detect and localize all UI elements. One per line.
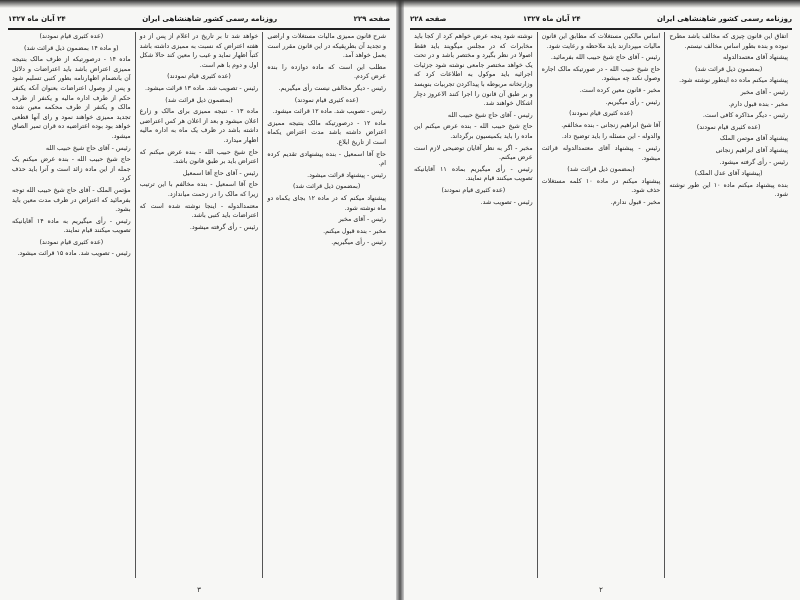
column <box>8 32 135 578</box>
paragraph: رئیس - دیگر مخالفی نیست رأی میگیریم. <box>278 84 386 92</box>
paragraph: مخبر - اگر به نظر آقایان توضیحی لازم است عرض میکنم. <box>413 144 533 162</box>
paragraph: رئیس - رأی میگیریم. <box>331 239 386 247</box>
paragraph: (عده کثیری قیام نمودند) <box>696 123 761 131</box>
paragraph: حاج شیخ حبیب الله - بنده عرض میکنم یک جمله از این ماده زائد است و آنرا باید حذف کرد. <box>11 156 131 183</box>
paragraph: رئیس - رأی گرفته میشود. <box>719 158 788 166</box>
paragraph: پیشنهاد آقای معتمدالدوله <box>723 54 788 62</box>
right-page <box>402 0 800 600</box>
paragraph: حاج شیخ حبیب الله - در صورتیکه مالک اجاره وصول نکند چه میشود. <box>541 65 661 83</box>
paragraph: آقا شیخ ابراهیم زنجانی - بنده مخالفم. <box>561 121 661 129</box>
columns <box>8 32 390 578</box>
paragraph: (عده کثیری قیام نمودند) <box>39 33 104 40</box>
paragraph: (عده کثیری قیام نمودند) <box>39 238 104 246</box>
paragraph: رئیس - آقای حاج آقا اسمعیل <box>182 169 259 177</box>
paragraph: رئیس - رأی میگیریم به ماده ۱۴ آقایانیکه تصویب میکنند قیام نمایند. <box>11 217 131 235</box>
paragraph: رئیس - آقای مخبر <box>740 88 788 96</box>
page-header <box>8 12 390 30</box>
paragraph: (عده کثیری قیام نمودند) <box>167 73 231 81</box>
paragraph: معتمدالدوله - اینجا نوشته شده است که اعتراضات باید کتبی باشد. <box>139 202 259 220</box>
paragraph: رئیس - آقای حاج شیخ حبیب الله بفرمائید. <box>550 54 661 62</box>
page-header <box>410 12 792 30</box>
paragraph: (عده کثیری قیام نمودند) <box>569 110 633 118</box>
newspaper-title: روزنامه رسمی کشور شاهنشاهی ایران <box>142 15 278 23</box>
paragraph: رئیس - دیگر مذاکره کافی است. <box>702 112 788 120</box>
paragraph: حاج شیخ حبیب الله - بنده عرض میکنم که اعتراض باید بر طبق قانون باشد. <box>139 148 259 166</box>
paragraph: اساس مالکین مستغلات که مطابق این قانون مالیات میپردازند باید ملاحظه و رعایت شود. <box>541 33 661 50</box>
column <box>664 32 792 578</box>
column <box>410 32 537 578</box>
paragraph: (بمضمون ذیل قرائت شد) <box>165 96 233 104</box>
paragraph: پیشنهاد میکنم که در ماده ۱۲ بجای یکماه دو ماه نوشته شود. <box>267 194 386 212</box>
paragraph: اتفاق این قانون چیزی که مخالف باشد مطرح نبوده و بنده بطور اساس مخالف نیستم. <box>669 33 788 50</box>
page-number: صفحه ۲۲۸ <box>410 15 447 23</box>
scan-shadow <box>0 0 800 8</box>
page-footer-number: ۳ <box>197 586 201 594</box>
paragraph: رئیس - رأی میگیریم بماده ۱۱ آقایانیکه تصویب میکنند قیام نمایند. <box>413 165 533 183</box>
left-page <box>0 0 398 600</box>
paragraph: رئیس - پیشنهاد آقای معتمدالدوله قرائت میشود. <box>541 144 661 162</box>
paragraph: ماده ۱۴ - درصورتیکه از طرف مالک بنتیجه ممیزی اعتراض باشد باید اعتراضات و دلائل آن بانضمام اظهارنامه بطور کتبی تسلیم شود و پس از وصول اعتراضات بعنوان آنکه یکنفر حکم از طرف اداره مالیه و یکنفر از طرف مالک و یکنفر از طرف محکمه معین شده تجدید ممیزی خواهند نمود و رای آنها قطعی خواهد بود بوده اعتراضیه ده قران تمبر الصاق میشود. <box>11 56 131 140</box>
book-spine <box>396 0 404 600</box>
issue-date: ۲۴ آبان ماه ۱۳۲۷ <box>522 15 581 23</box>
paragraph: (بمضمون ذیل قرائت شد) <box>567 166 635 174</box>
paragraph: رئیس - تصویب شد. <box>480 198 533 206</box>
paragraph: رئیس - آقای مخبر <box>338 216 386 224</box>
paragraph: ماده ۱۲ - درصورتیکه مالک بنتیجه ممیزی اعتراض داشته باشد مدت اعتراض یکماه است از تاریخ ابلاغ. <box>267 119 386 146</box>
paragraph: بنده پیشنهاد میکنم ماده ۱۰ این طور نوشته شود. <box>669 181 788 199</box>
page-footer-number: ۲ <box>599 586 603 594</box>
page-number: صفحه ۲۲۹ <box>353 15 390 23</box>
paragraph: نوشته شود پنجه عرض خواهم کرد از کجا باید مخابرات که در مجلس میگویند باید فقط اصولا در نظر بگیرد و مختصر باشد و در تحت یک خواهد مختصر جامعی نوشته شود جزئیات اجرائیه باید موکول به اطلاعات کرد که وزارتخانه مربوطه با پیداکردن تجربیات بنویسد و بر طبق آن قانون را اجرا کنند الاعروز دچار اشکال خواهند شد. <box>413 33 533 108</box>
paragraph: مخبر - بنده قبول میکنم. <box>323 227 386 235</box>
paragraph: (عده کثیری قیام نمودند) <box>294 96 359 104</box>
paragraph: رئیس - تصویب شد. ماده ۱۲ قرائت میشود. <box>272 108 386 116</box>
columns <box>410 32 792 578</box>
paragraph: (و ماده ۱۴ بمضمون ذیل قرائت شد) <box>24 44 119 52</box>
paragraph: رئیس - رأی گرفته میشود. <box>189 223 259 231</box>
paragraph: والدوله - این مسئله را باید توضیح داد. <box>561 133 661 141</box>
paragraph: مخبر - قانون معین کرده است. <box>579 86 661 94</box>
paragraph: حاج آقا اسمعیل - بنده مخالفم با این ترتیب زیرا که مالک را در زحمت میاندازد. <box>139 181 259 198</box>
paragraph: (بمضمون ذیل قرائت شد) <box>292 183 361 191</box>
paragraph: رئیس - آقای حاج شیخ حبیب الله <box>45 144 131 152</box>
paragraph: حاج آقا اسمعیل - بنده پیشنهادی تقدیم کرده ام. <box>267 150 386 168</box>
paragraph: پیشنهاد میکنم در ماده ۱۰ کلمه مستغلات حذف شود. <box>541 177 661 195</box>
paragraph: (عده کثیری قیام نمودند) <box>441 186 506 194</box>
paragraph: پیشنهاد آقای موتمن الملک <box>719 135 788 143</box>
paragraph: (پیشنهاد آقای عدل الملک) <box>694 170 763 178</box>
paragraph: حاج شیخ حبیب الله - بنده عرض میکنم این ماده را باید بکمیسیون برگرداند. <box>413 123 533 140</box>
paragraph: خواهد شد تا بر تاریخ در اعلام از پس از دو هفته اعتراض که نسبت به ممیزی داشته باشد کتباً اظهار نماید و عیب را معین کند حالا شکل اول و دوم با هم است. <box>139 33 259 69</box>
paragraph: مخبر - قبول ندارم. <box>610 198 661 206</box>
paragraph: رئیس - رأی میگیریم. <box>605 98 661 106</box>
column <box>537 32 665 578</box>
paragraph: (بمضمون ذیل قرائت شد) <box>694 65 763 73</box>
paragraph: پیشنهاد آقای ابراهیم زنجانی <box>715 146 788 154</box>
paragraph: مطلب این است که ماده دوازده را بنده عرض کردم. <box>267 63 386 81</box>
newspaper-title: روزنامه رسمی کشور شاهنشاهی ایران <box>657 15 792 23</box>
paragraph: پیشنهاد میکنم ماده ده اینطور نوشته شود. <box>679 77 788 85</box>
column <box>262 32 390 578</box>
column <box>135 32 263 578</box>
paragraph: رئیس - آقای حاج شیخ حبیب الله <box>447 111 533 119</box>
paragraph: مؤتمن الملک - آقای حاج شیخ حبیب الله توجه بفرمائید که اعتراض در ظرف مدت معین باید بشود. <box>11 186 131 214</box>
paragraph: رئیس - تصویب شد. ماده ۱۳ قرائت میشود. <box>145 84 259 92</box>
paragraph: رئیس - پیشنهاد قرائت میشود. <box>307 171 386 179</box>
paragraph: مخبر - بنده قبول دارم. <box>728 100 788 108</box>
issue-date: ۲۴ آبان ماه ۱۳۲۷ <box>8 15 66 23</box>
paragraph: شرح قانون ممیزی مالیات مستغلات و اراضی و تجدید آن بطریقیکه در این قانون مقرر است بعمل خواهد آمد. <box>267 33 386 60</box>
paragraph: ماده ۱۳ - نتیجه ممیزی برای مالک و زارع اعلان میشود و بعد از اعلان هر کس اعتراضی داشته باشد در ظرف یک ماه به اداره مالیه اظهار میدارد. <box>139 108 259 144</box>
paragraph: رئیس - تصویب شد. ماده ۱۵ قرائت میشود. <box>17 250 131 258</box>
